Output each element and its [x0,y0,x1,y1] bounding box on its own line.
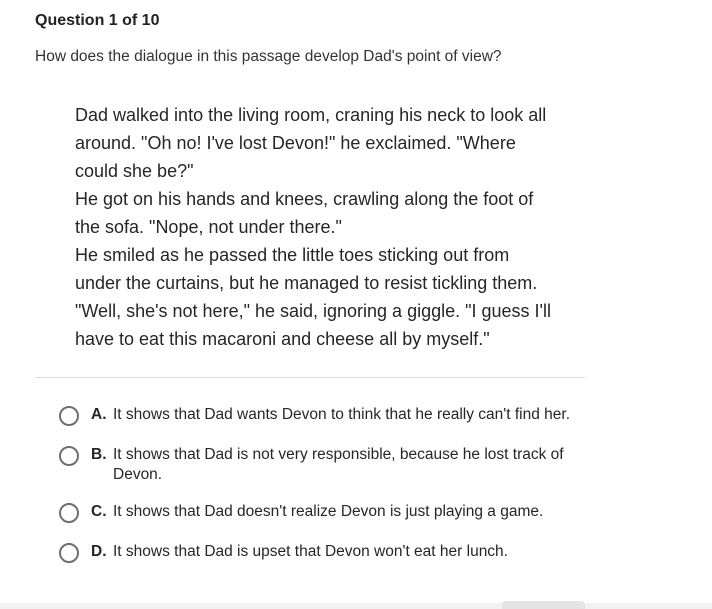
question-header: Question 1 of 10 [35,12,160,29]
divider [35,377,585,378]
radio-button[interactable] [59,503,79,523]
option-letter: D. [91,543,107,560]
submit-button[interactable] [502,601,585,609]
footer-bar [0,603,712,609]
passage-paragraph: He got on his hands and knees, crawling along the foot of the sofa. "Nope, not under there." [75,189,534,237]
question-prompt: How does the dialogue in this passage develop Dad's point of view? [35,48,502,65]
option-text: It shows that Dad is not very responsible, because he lost track of Devon. [113,446,564,483]
radio-button[interactable] [59,446,79,466]
option-text: It shows that Dad is upset that Devon won't eat her lunch. [113,543,508,560]
radio-button[interactable] [59,406,79,426]
passage-paragraph: He smiled as he passed the little toes sticking out from under the curtains, but he managed to resist tickling them. "Well, she's not here," he said, ignoring a giggle. "I guess I'll have to eat this macaroni and cheese all by myself." [75,245,551,349]
passage [75,101,555,353]
option-text: It shows that Dad wants Devon to think that he really can't find her. [113,406,571,423]
radio-button[interactable] [59,543,79,563]
option-letter: C. [91,503,107,520]
option-text: It shows that Dad doesn't realize Devon is just playing a game. [113,503,544,520]
option-letter: A. [91,406,107,423]
passage-paragraph: Dad walked into the living room, craning his neck to look all around. "Oh no! I've lost Devon!" he exclaimed. "Where could she be?" [75,105,547,181]
option-letter: B. [91,446,107,463]
